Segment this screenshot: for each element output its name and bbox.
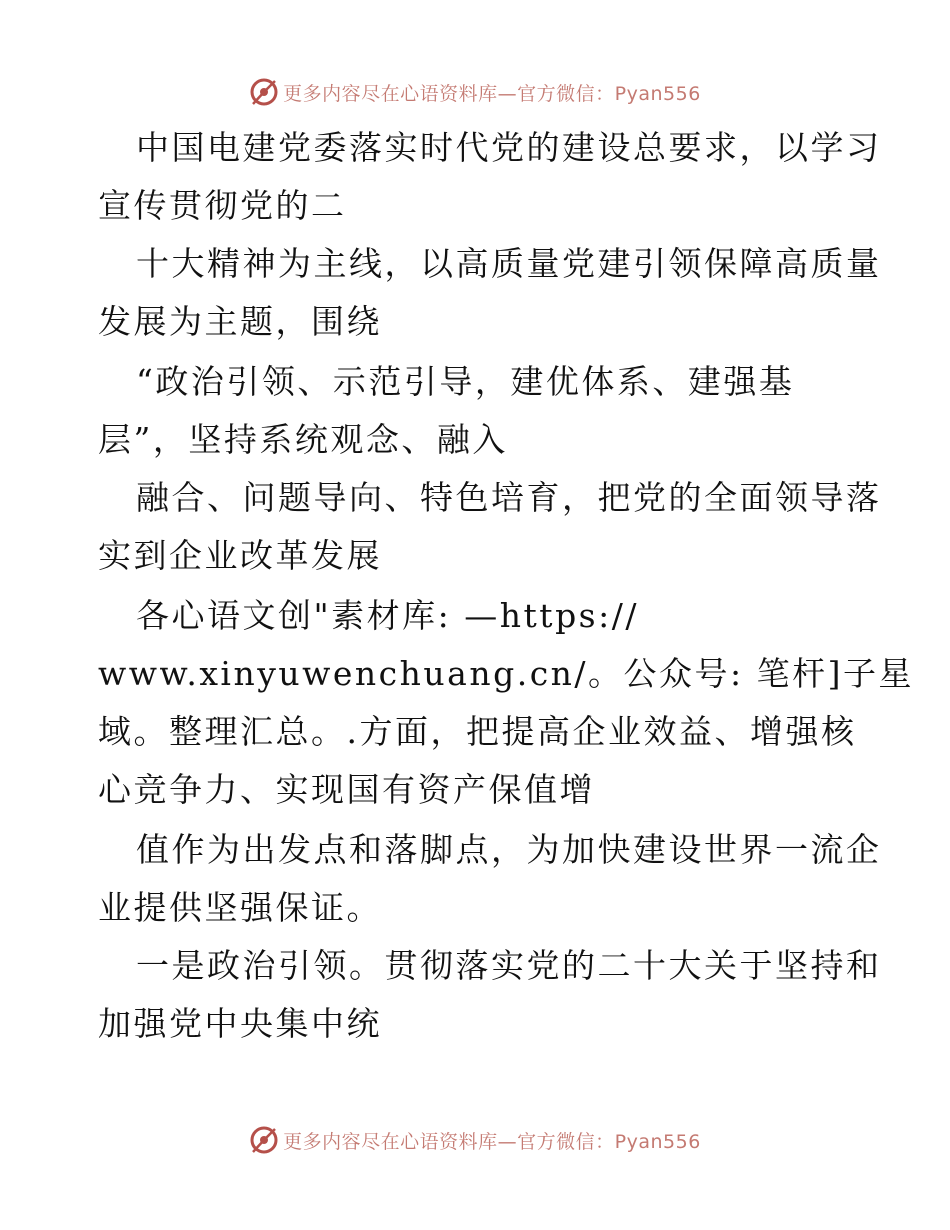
quill-logo-icon (249, 1125, 279, 1155)
body-line: 实到企业改革发展 (98, 536, 382, 575)
header-watermark-text: 更多内容尽在心语资料库—官方微信：Pyan556 (283, 82, 701, 105)
quill-logo-icon (249, 77, 279, 107)
body-line: 加强党中央集中统 (98, 1004, 382, 1043)
body-line: 十大精神为主线，以高质量党建引领保障高质量 (136, 244, 882, 283)
body-line: 发展为主题，围绕 (98, 302, 382, 341)
body-line: 一是政治引领。贯彻落实党的二十大关于坚持和 (136, 946, 882, 985)
body-line: 中国电建党委落实时代党的建设总要求，以学习 (136, 128, 882, 167)
header-watermark (0, 72, 950, 112)
footer-watermark (0, 1120, 950, 1160)
body-line: 宣传贯彻党的二 (98, 186, 347, 225)
body-line: 各心语文创"素材库: —https:// (136, 596, 639, 635)
body-line: 业提供坚强保证。 (98, 888, 382, 927)
body-line: 融合、问题导向、特色培育，把党的全面领导落 (136, 478, 882, 517)
body-line: 域。整理汇总。.方面，把提高企业效益、增强核 (98, 712, 857, 751)
footer-watermark-text: 更多内容尽在心语资料库—官方微信：Pyan556 (283, 1130, 701, 1153)
body-line: www.xinyuwenchuang.cn/。公众号: 笔杆]子星 (98, 654, 915, 693)
body-line: “政治引领、示范引导，建优体系、建强基 (136, 362, 795, 401)
body-line: 层”，坚持系统观念、融入 (98, 420, 508, 459)
body-line: 值作为出发点和落脚点，为加快建设世界一流企 (136, 830, 882, 869)
body-line: 心竞争力、实现国有资产保值增 (98, 770, 595, 809)
